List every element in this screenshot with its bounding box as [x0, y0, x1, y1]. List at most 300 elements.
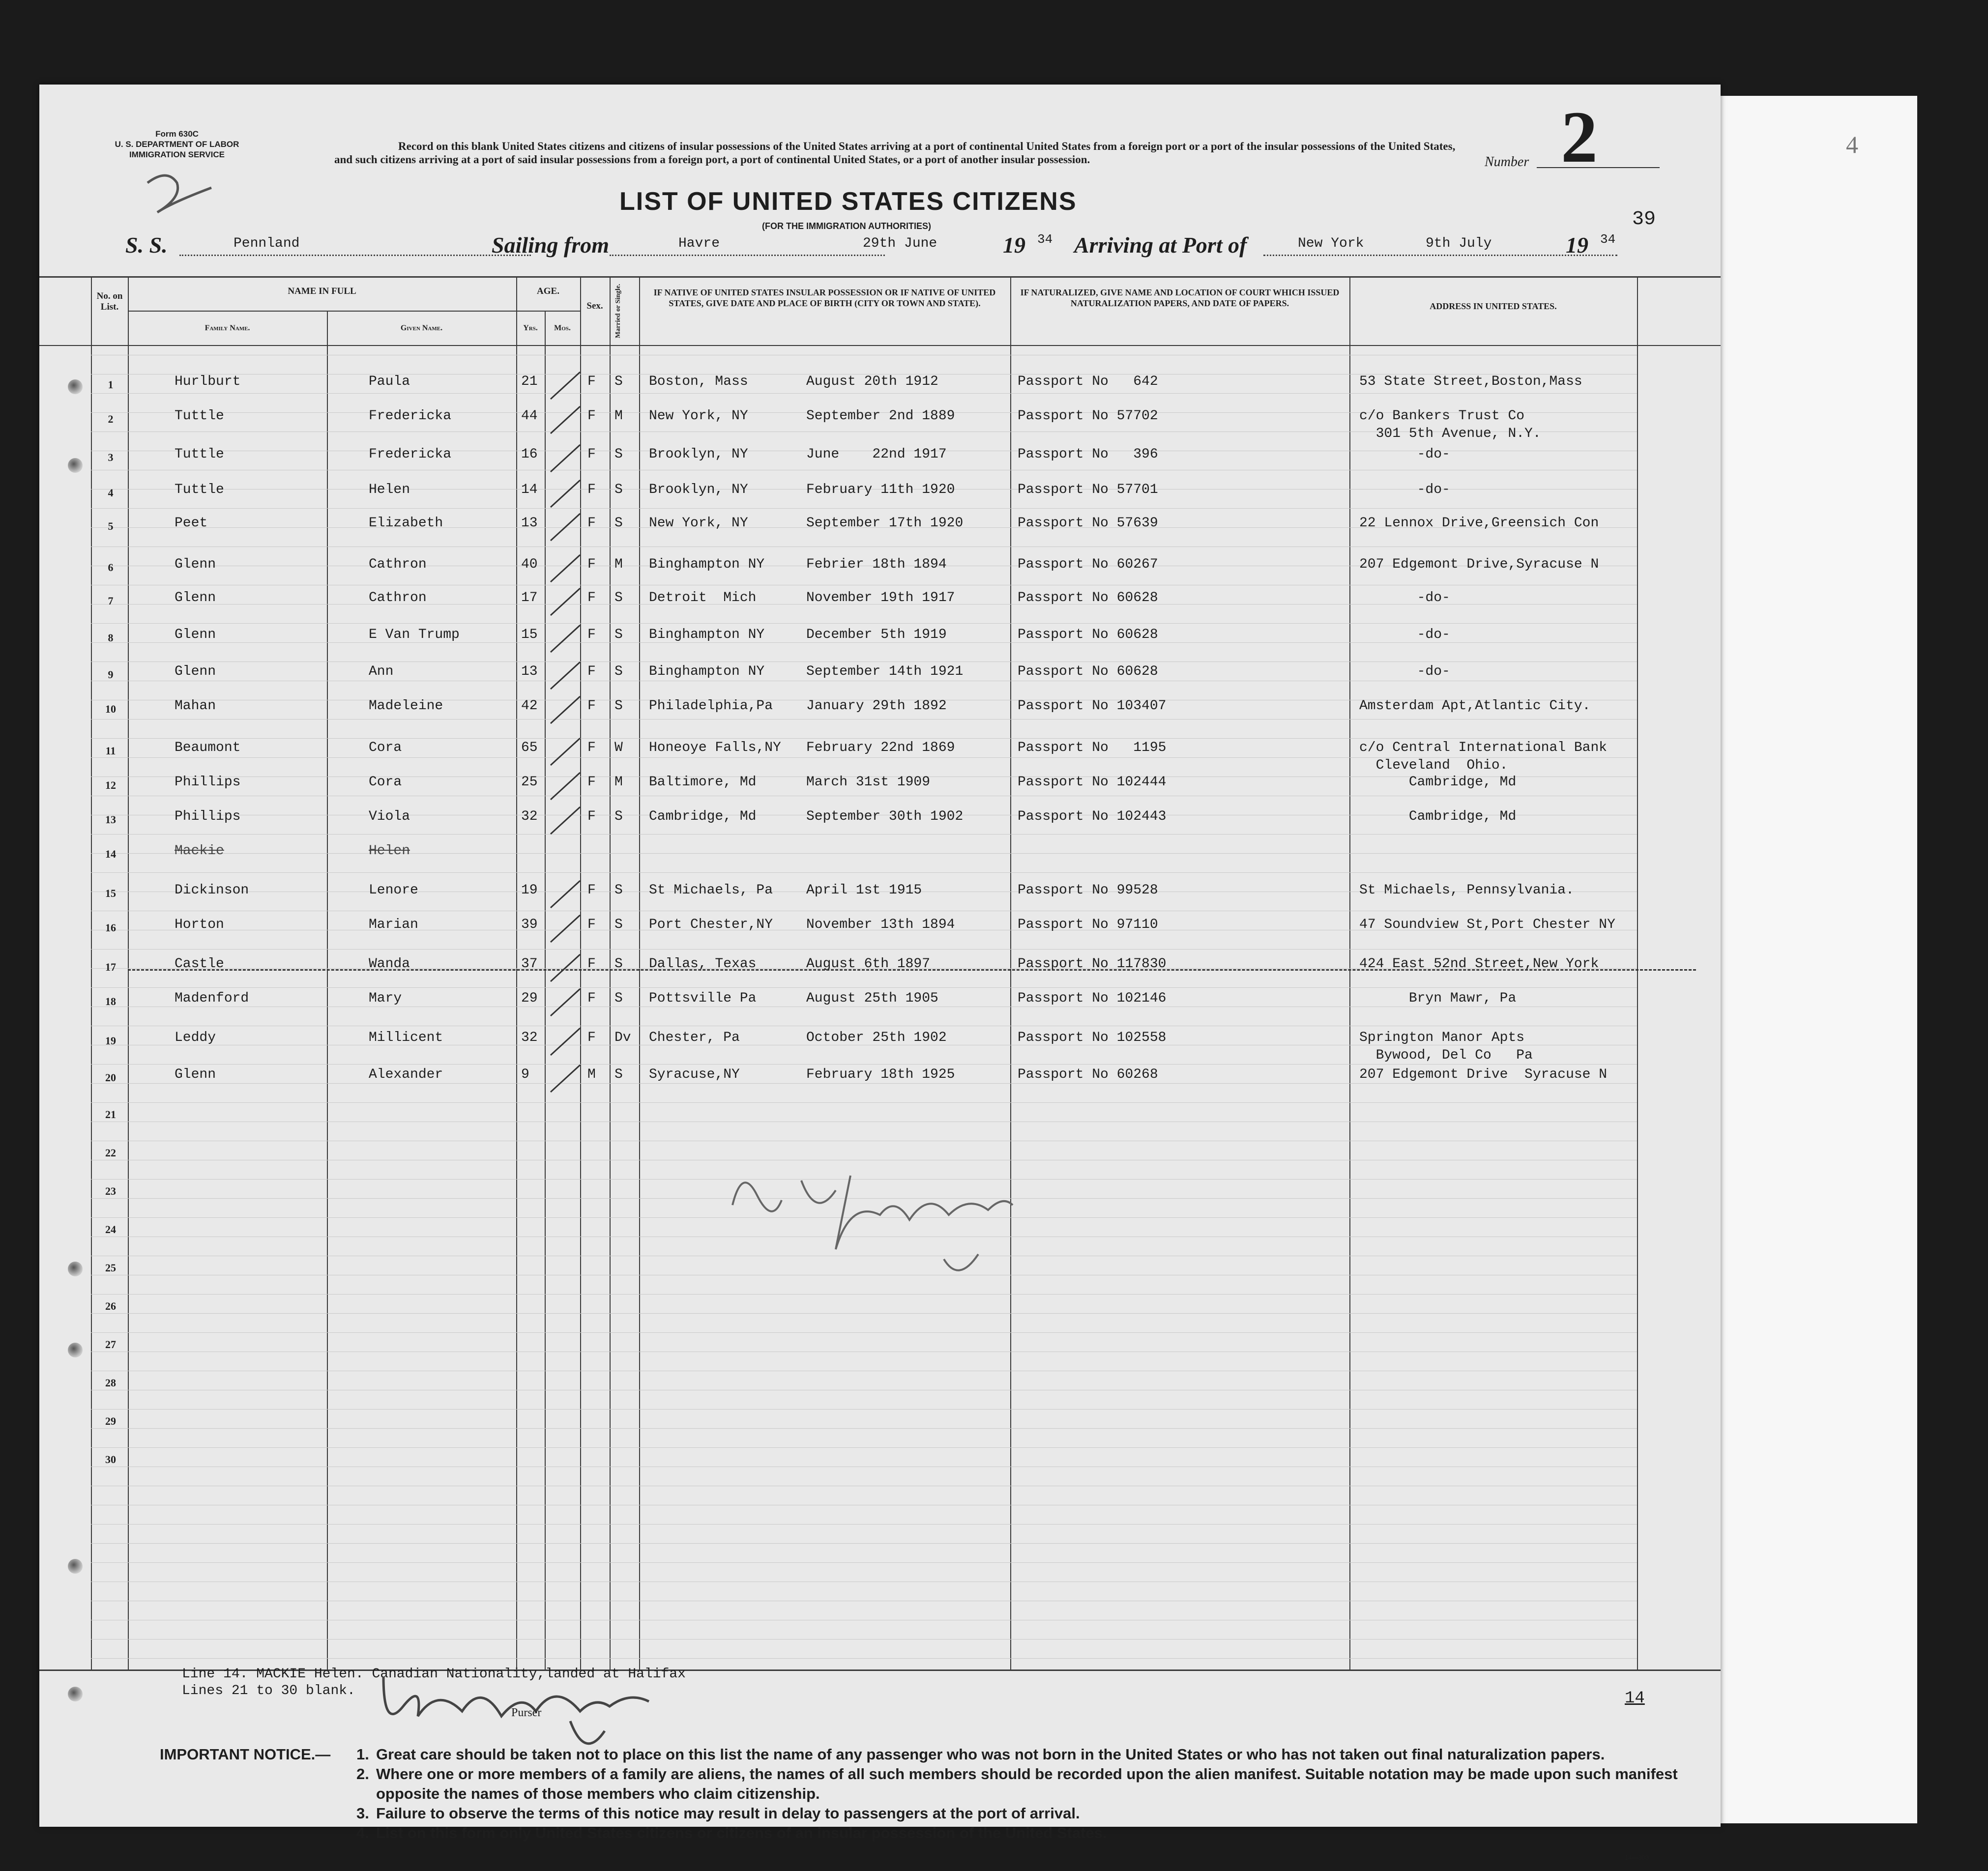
birth-place: Cambridge, Md: [649, 809, 757, 824]
sex: F: [587, 956, 596, 972]
arrival-date: 9th July: [1426, 236, 1492, 251]
address: c/o Bankers Trust Co: [1359, 408, 1525, 424]
age-years: 21: [521, 374, 538, 389]
family-name: Castle: [175, 956, 224, 972]
notice-item: [356, 1804, 1708, 1823]
family-name: Beaumont: [175, 740, 241, 755]
passport-number: Passport No 117830: [1018, 956, 1167, 972]
birth-date: Febrier 18th 1894: [806, 557, 947, 572]
row-number: 21: [105, 1108, 116, 1121]
col-divider: [1349, 276, 1350, 1670]
address-line-2: Bywood, Del Co Pa: [1359, 1048, 1533, 1063]
departure-year-prefix: 19: [1003, 232, 1025, 258]
birth-place: New York, NY: [649, 516, 748, 531]
marital-status: Dv: [614, 1030, 631, 1045]
passport-number: Passport No 60628: [1018, 664, 1158, 679]
check-mark: [548, 1026, 583, 1060]
given-name: Madeleine: [369, 698, 443, 714]
col-divider: [1637, 276, 1638, 1670]
check-mark: [548, 623, 583, 657]
sex: F: [587, 991, 596, 1006]
row-number: 23: [105, 1185, 116, 1197]
header-given-name: Given Name.: [400, 324, 443, 332]
birth-place: St Michaels, Pa: [649, 883, 773, 898]
family-name: Mackie: [175, 843, 224, 859]
table-top-border: [39, 276, 1721, 278]
footnote-blank-lines: Lines 21 to 30 blank.: [182, 1683, 355, 1698]
departure-date: 29th June: [863, 236, 937, 251]
col-divider: [1010, 276, 1011, 1670]
passport-number: Passport No 60628: [1018, 627, 1158, 642]
marital-status: S: [614, 482, 623, 497]
sex: F: [587, 374, 596, 389]
birth-place: Baltimore, Md: [649, 775, 757, 790]
age-years: 13: [521, 664, 538, 679]
passport-number: Passport No 60268: [1018, 1067, 1158, 1082]
marital-status: S: [614, 917, 623, 932]
ruled-line: [91, 508, 1637, 509]
age-years: 40: [521, 557, 538, 572]
sex: F: [587, 557, 596, 572]
col-divider: [91, 276, 92, 1670]
address: 53 State Street,Boston,Mass: [1359, 374, 1582, 389]
row-number: 4: [108, 487, 114, 499]
row-number: 24: [105, 1223, 116, 1236]
birth-date: November 19th 1917: [806, 590, 955, 605]
handwritten-mark: [138, 168, 236, 227]
row-number: 19: [105, 1035, 116, 1047]
age-years: 32: [521, 1030, 538, 1045]
manifest-page: [39, 85, 1721, 1861]
address: St Michaels, Pennsylvania.: [1359, 883, 1574, 898]
address: Bryn Mawr, Pa: [1359, 991, 1517, 1006]
birth-place: Detroit Mich: [649, 590, 757, 605]
marital-status: S: [614, 664, 623, 679]
birth-date: December 5th 1919: [806, 627, 947, 642]
ruled-line: [91, 1658, 1637, 1659]
birth-date: March 31st 1909: [806, 775, 931, 790]
record-instructions: Record on this blank United States citizens and citizens of insular possessions of the United States arriving at a port of continental United States from a foreign port or a port of the insular possessions of the United States, and such citizens arriving at a port of said insular possessions from a foreign port, a port of continental United States, or a port of another insular possession.: [334, 140, 1456, 166]
marital-status: W: [614, 740, 623, 755]
birth-date: September 17th 1920: [806, 516, 964, 531]
ruled-line: [91, 719, 1637, 720]
header-birth: IF NATIVE OF UNITED STATES INSULAR POSSESSION OR IF NATIVE OF UNITED STATES, GIVE DATE AND PLACE OF BIRTH (CITY OR TOWN AND STATE).: [653, 288, 996, 308]
address: 207 Edgemont Drive Syracuse N: [1359, 1067, 1608, 1082]
check-mark: [548, 586, 583, 620]
arrival-year-prefix: 19: [1566, 232, 1588, 258]
passenger-table: [39, 276, 1721, 1682]
age-years: 25: [521, 775, 538, 790]
ruled-line: [91, 642, 1637, 643]
address: 47 Soundview St,Port Chester NY: [1359, 917, 1615, 932]
age-years: 17: [521, 590, 538, 605]
age-years: 19: [521, 883, 538, 898]
ruled-line: [91, 738, 1637, 739]
passport-number: Passport No 60267: [1018, 557, 1158, 572]
birth-place: Brooklyn, NY: [649, 447, 748, 462]
given-name: Helen: [369, 843, 410, 859]
header-age: AGE.: [537, 286, 559, 296]
address: Cambridge, Md: [1359, 775, 1517, 790]
birth-place: Pottsville Pa: [649, 991, 757, 1006]
row-number: 16: [105, 921, 116, 934]
family-name: Tuttle: [175, 408, 224, 424]
family-name: Peet: [175, 516, 208, 531]
given-name: Cora: [369, 775, 402, 790]
passport-number: Passport No 1195: [1018, 740, 1167, 755]
notice-item-text: Great care should be taken not to place on this list the name of any passenger who was not born in the United States or who has not taken out final naturalization papers.: [376, 1746, 1605, 1763]
birth-date: August 25th 1905: [806, 991, 938, 1006]
ruled-line: [91, 853, 1637, 854]
corner-number: 14: [1625, 1689, 1645, 1708]
ship-name: Pennland: [234, 236, 300, 251]
header-name-in-full: NAME IN FULL: [288, 286, 356, 296]
marital-status: M: [614, 557, 623, 572]
marital-status: M: [614, 775, 623, 790]
address-line-2: Cleveland Ohio.: [1359, 758, 1508, 773]
notice-item-number: 3.: [356, 1805, 369, 1822]
purser-label: Purser: [511, 1706, 542, 1719]
notice-item-number: 1.: [356, 1746, 369, 1763]
passport-number: Passport No 102443: [1018, 809, 1167, 824]
birth-place: Philadelphia,Pa: [649, 698, 773, 714]
strike-line-14: [128, 969, 1696, 971]
family-name: Dickinson: [175, 883, 249, 898]
notice-item-number: 2.: [356, 1765, 369, 1783]
row-number: 5: [108, 520, 114, 532]
form-identifier: [98, 129, 256, 160]
header-bottom-border: [39, 345, 1721, 346]
punch-hole: [68, 1262, 83, 1276]
check-mark: [548, 736, 583, 770]
passport-number: Passport No 57701: [1018, 482, 1158, 497]
check-mark: [548, 660, 583, 694]
marital-status: S: [614, 698, 623, 714]
birth-date: November 13th 1894: [806, 917, 955, 932]
ruled-line: [91, 1083, 1637, 1084]
given-name: Paula: [369, 374, 410, 389]
birth-place: Chester, Pa: [649, 1030, 740, 1045]
birth-place: Brooklyn, NY: [649, 482, 748, 497]
passport-number: Passport No 60628: [1018, 590, 1158, 605]
check-mark: [548, 552, 583, 587]
sex: F: [587, 1030, 596, 1045]
row-number: 28: [105, 1377, 116, 1389]
check-mark: [548, 805, 583, 839]
sex: F: [587, 627, 596, 642]
given-name: Fredericka: [369, 447, 452, 462]
birth-date: January 29th 1892: [806, 698, 947, 714]
row-number: 3: [108, 451, 114, 463]
check-mark: [548, 370, 583, 404]
notice-item-text: List on this form only United States citizens or citizens of an insular possession of the United States.: [376, 1824, 1107, 1842]
check-mark: [548, 770, 583, 805]
birth-place: Syracuse,NY: [649, 1067, 740, 1082]
row-number: 15: [105, 887, 116, 899]
address: 22 Lennox Drive,Greensich Con: [1359, 516, 1599, 531]
row-number: 6: [108, 561, 114, 574]
notice-item-number: 4.: [356, 1824, 369, 1842]
age-years: 32: [521, 809, 538, 824]
birth-place: New York, NY: [649, 408, 748, 424]
row-number: 20: [105, 1071, 116, 1084]
marital-status: S: [614, 516, 623, 531]
given-name: Cathron: [369, 590, 427, 605]
form-number: Form 630C: [155, 129, 199, 139]
age-subheader-line: [516, 311, 580, 312]
ruled-line: [91, 1428, 1637, 1429]
row-number: 1: [108, 378, 114, 391]
row-number: 9: [108, 668, 114, 681]
address: Amsterdam Apt,Atlantic City.: [1359, 698, 1591, 714]
header-address: ADDRESS IN UNITED STATES.: [1430, 301, 1557, 311]
row-number: 13: [105, 813, 116, 826]
birth-date: June 22nd 1917: [806, 447, 947, 462]
age-years: 65: [521, 740, 538, 755]
ruled-line: [91, 623, 1637, 624]
page-number: 39: [1632, 208, 1656, 230]
sailing-label: Sailing from: [492, 232, 610, 258]
age-years: 15: [521, 627, 538, 642]
passport-number: Passport No 642: [1018, 374, 1158, 389]
given-name: Viola: [369, 809, 410, 824]
arriving-label: Arriving at Port of: [1074, 232, 1247, 258]
punch-hole: [68, 1559, 83, 1574]
row-number: 26: [105, 1300, 116, 1312]
age-years: 44: [521, 408, 538, 424]
notice-item: [356, 1823, 1708, 1843]
ruled-line: [91, 1639, 1637, 1640]
marital-status: S: [614, 627, 623, 642]
adjacent-page-strip: [1721, 96, 1917, 1823]
address: Springton Manor Apts: [1359, 1030, 1525, 1045]
footnote-line-14: Line 14. MACKIE Helen. Canadian Nationality,landed at Halifax: [182, 1667, 686, 1682]
ruled-line: [91, 1332, 1637, 1333]
check-mark: [548, 878, 583, 913]
age-years: 14: [521, 482, 538, 497]
given-name: Millicent: [369, 1030, 443, 1045]
given-name: Fredericka: [369, 408, 452, 424]
side-page-number: 4: [1846, 131, 1858, 158]
document-subtitle: (FOR THE IMMIGRATION AUTHORITIES): [762, 221, 931, 231]
marital-status: S: [614, 809, 623, 824]
name-subheader-line: [128, 311, 516, 312]
address: c/o Central International Bank: [1359, 740, 1608, 755]
row-number: 27: [105, 1338, 116, 1351]
sex: F: [587, 917, 596, 932]
family-name: Glenn: [175, 627, 216, 642]
age-years: 42: [521, 698, 538, 714]
family-name: Glenn: [175, 590, 216, 605]
punch-hole: [68, 1687, 83, 1701]
number-label: Number: [1485, 154, 1529, 170]
row-number: 8: [108, 632, 114, 644]
passport-number: Passport No 57639: [1018, 516, 1158, 531]
passport-number: Passport No 99528: [1018, 883, 1158, 898]
departure-port: Havre: [678, 236, 720, 251]
sex: F: [587, 590, 596, 605]
list-number: 2: [1561, 96, 1598, 178]
family-name: Phillips: [175, 775, 241, 790]
ruled-line: [91, 1524, 1637, 1525]
arrival-year: 34: [1600, 232, 1616, 247]
header-naturalization: IF NATURALIZED, GIVE NAME AND LOCATION OF COURT WHICH ISSUED NATURALIZATION PAPERS, AND DATE OF PAPERS.: [1020, 288, 1340, 308]
row-number: 30: [105, 1453, 116, 1466]
birth-place: Binghampton NY: [649, 627, 765, 642]
sex: F: [587, 408, 596, 424]
sex: F: [587, 516, 596, 531]
sex: M: [587, 1067, 596, 1082]
marital-status: S: [614, 374, 623, 389]
notice-item-text: Failure to observe the terms of this notice may result in delay to passengers at the port of arrival.: [376, 1805, 1080, 1822]
ruled-line: [91, 949, 1637, 950]
header-years: Yrs.: [523, 324, 538, 332]
arrival-underline: [1263, 255, 1617, 256]
row-number: 18: [105, 995, 116, 1007]
header-family-name: Family Name.: [205, 324, 250, 332]
family-name: Tuttle: [175, 447, 224, 462]
address: Cambridge, Md: [1359, 809, 1517, 824]
family-name: Glenn: [175, 1067, 216, 1082]
birth-date: August 20th 1912: [806, 374, 938, 389]
marital-status: S: [614, 447, 623, 462]
birth-date: August 6th 1897: [806, 956, 931, 972]
marital-status: S: [614, 956, 623, 972]
ruled-line: [91, 1562, 1637, 1563]
birth-place: Honeoye Falls,NY: [649, 740, 781, 755]
family-name: Glenn: [175, 664, 216, 679]
family-name: Madenford: [175, 991, 249, 1006]
given-name: E Van Trump: [369, 627, 460, 642]
given-name: Helen: [369, 482, 410, 497]
check-mark: [548, 1063, 583, 1097]
sex: F: [587, 809, 596, 824]
col-divider: [610, 276, 611, 1670]
address: -do-: [1359, 627, 1450, 642]
notice-item: [356, 1745, 1708, 1764]
birth-date: September 2nd 1889: [806, 408, 955, 424]
departure-year: 34: [1037, 232, 1053, 247]
row-number: 10: [105, 703, 116, 715]
notice-list: [356, 1745, 1708, 1843]
address: 424 East 52nd Street,New York: [1359, 956, 1599, 972]
punch-hole: [68, 458, 83, 473]
given-name: Elizabeth: [369, 516, 443, 531]
ruled-line: [91, 1447, 1637, 1448]
row-number: 14: [105, 848, 116, 860]
row-number: 17: [105, 961, 116, 973]
check-mark: [548, 511, 583, 546]
passport-number: Passport No 102444: [1018, 775, 1167, 790]
birth-place: Boston, Mass: [649, 374, 748, 389]
number-underline: [1537, 167, 1660, 168]
passport-number: Passport No 57702: [1018, 408, 1158, 424]
given-name: Marian: [369, 917, 418, 932]
birth-date: February 22nd 1869: [806, 740, 955, 755]
passport-number: Passport No 97110: [1018, 917, 1158, 932]
sex: F: [587, 740, 596, 755]
birth-place: Dallas, Texas: [649, 956, 757, 972]
passport-number: Passport No 102146: [1018, 991, 1167, 1006]
col-divider: [545, 311, 546, 1670]
form-print-code: 14—303: [1625, 1854, 1649, 1861]
col-divider: [516, 276, 517, 1670]
punch-hole: [68, 379, 83, 394]
birth-place: Binghampton NY: [649, 557, 765, 572]
port-underline: [610, 255, 885, 256]
punch-hole: [68, 1343, 83, 1357]
check-mark: [548, 404, 583, 438]
given-name: Lenore: [369, 883, 418, 898]
address: -do-: [1359, 447, 1450, 462]
ss-label: S. S.: [125, 232, 168, 258]
row-number: 25: [105, 1262, 116, 1274]
department-name: U. S. DEPARTMENT OF LABOR: [115, 140, 239, 149]
family-name: Phillips: [175, 809, 241, 824]
header-sex: Sex.: [586, 301, 603, 311]
given-name: Mary: [369, 991, 402, 1006]
family-name: Hurlburt: [175, 374, 241, 389]
check-mark: [548, 986, 583, 1021]
given-name: Alexander: [369, 1067, 443, 1082]
given-name: Wanda: [369, 956, 410, 972]
document-title: LIST OF UNITED STATES CITIZENS: [619, 187, 1077, 216]
address: 207 Edgemont Drive,Syracuse N: [1359, 557, 1599, 572]
address-line-2: 301 5th Avenue, N.Y.: [1359, 426, 1541, 441]
age-years: 16: [521, 447, 538, 462]
birth-place: Port Chester,NY: [649, 917, 773, 932]
birth-date: September 14th 1921: [806, 664, 964, 679]
address: -do-: [1359, 590, 1450, 605]
ruled-line: [91, 1543, 1637, 1544]
ruled-line: [91, 834, 1637, 835]
row-number: 22: [105, 1147, 116, 1159]
check-mark: [548, 694, 583, 728]
passport-number: Passport No 102558: [1018, 1030, 1167, 1045]
check-mark: [548, 913, 583, 947]
ruled-line: [91, 393, 1637, 394]
given-name: Cathron: [369, 557, 427, 572]
family-name: Leddy: [175, 1030, 216, 1045]
sex: F: [587, 482, 596, 497]
marital-status: S: [614, 991, 623, 1006]
ruled-line: [91, 1064, 1637, 1065]
sex: F: [587, 447, 596, 462]
ship-underline: [179, 255, 531, 256]
age-years: 37: [521, 956, 538, 972]
birth-date: October 25th 1902: [806, 1030, 947, 1045]
ruled-line: [91, 1409, 1637, 1410]
header-married-single: Married or Single.: [614, 284, 622, 338]
sex: F: [587, 883, 596, 898]
family-name: Mahan: [175, 698, 216, 714]
ruled-line: [91, 872, 1637, 873]
row-number: 12: [105, 779, 116, 791]
header-no: No. on List.: [96, 291, 123, 312]
ruled-line: [91, 987, 1637, 988]
col-divider: [327, 311, 328, 1670]
given-name: Ann: [369, 664, 394, 679]
birth-date: September 30th 1902: [806, 809, 964, 824]
given-name: Cora: [369, 740, 402, 755]
marital-status: S: [614, 883, 623, 898]
family-name: Horton: [175, 917, 224, 932]
age-years: 29: [521, 991, 538, 1006]
row-number: 7: [108, 595, 114, 607]
age-years: 9: [521, 1067, 529, 1082]
marital-status: S: [614, 1067, 623, 1082]
sex: F: [587, 775, 596, 790]
